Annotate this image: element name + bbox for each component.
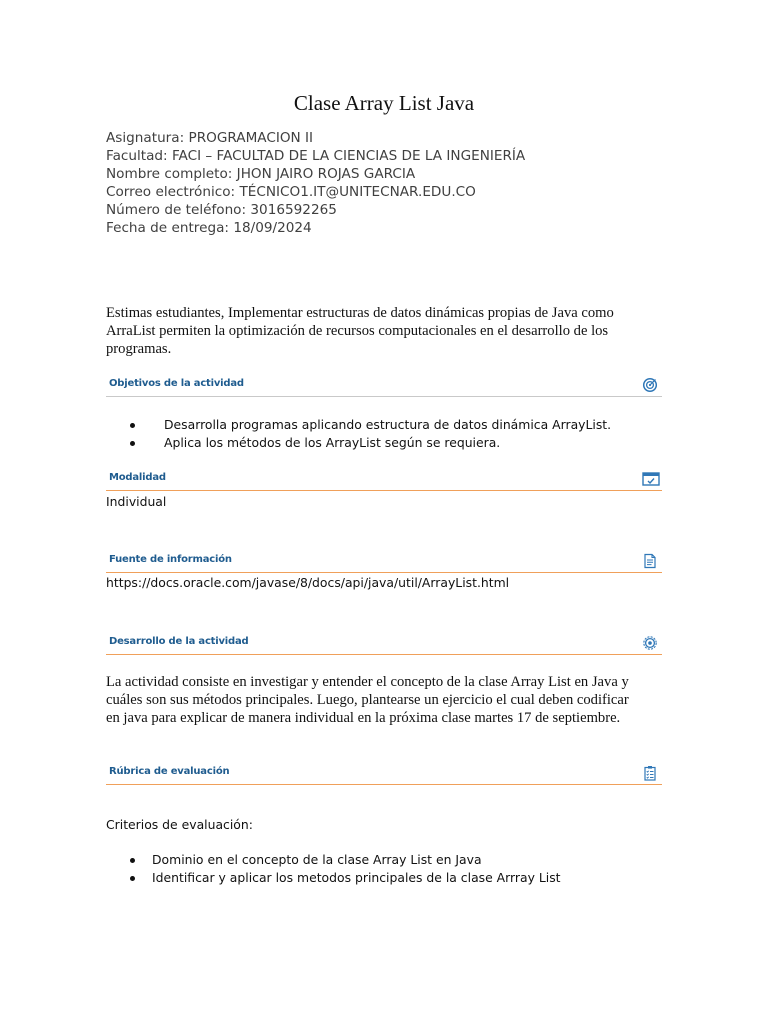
section-header-desarrollo (106, 635, 662, 655)
intro-line: Estimas estudiantes, Implementar estructuras de datos dinámicas propias de Java como (106, 305, 614, 321)
section-rule (106, 490, 662, 491)
desarrollo-paragraph (106, 673, 662, 727)
info-faculty: Facultad: FACI – FACULTAD DE LA CIENCIAS DE LA INGENIERÍA (106, 148, 526, 164)
section-header-objetivos (106, 377, 662, 397)
section-heading-desarrollo: Desarrollo de la actividad (109, 636, 249, 647)
bullet-icon (130, 423, 135, 428)
info-subject: Asignatura: PROGRAMACION II (106, 130, 314, 146)
list-item: Aplica los métodos de los ArrayList según se requiera. (164, 434, 611, 452)
fuente-url[interactable]: https://docs.oracle.com/javase/8/docs/api/java/util/ArrayList.html (106, 575, 510, 590)
info-due-date: Fecha de entrega: 18/09/2024 (106, 220, 312, 236)
section-heading-fuente: Fuente de información (109, 554, 232, 565)
list-item: Identificar y aplicar los metodos principales de la clase Arrray List (152, 869, 561, 887)
bullet-icon (130, 876, 135, 881)
intro-line: ArraList permiten la optimización de recursos computacionales en el desarrollo de los (106, 323, 609, 339)
info-phone: Número de teléfono: 3016592265 (106, 202, 337, 218)
document-title: Clase Array List Java (293, 91, 475, 115)
intro-paragraph (106, 304, 662, 358)
list-item: Dominio en el concepto de la clase Array List en Java (152, 851, 561, 869)
document-icon (642, 553, 658, 569)
target-icon (642, 377, 658, 393)
info-email: Correo electrónico: TÉCNICO1.IT@UNITECNAR.EDU.CO (106, 184, 476, 200)
intro-line: programas. (106, 341, 172, 357)
section-rule (106, 396, 662, 397)
bullet-icon (130, 441, 135, 446)
section-rule (106, 572, 662, 573)
section-heading-modalidad: Modalidad (109, 472, 166, 483)
section-heading-objetivos: Objetivos de la actividad (109, 378, 244, 389)
objetivos-list (164, 416, 611, 452)
gear-icon (642, 635, 658, 651)
desarrollo-line: La actividad consiste en investigar y entender el concepto de la clase Array List en Java y (106, 674, 629, 690)
calendar-check-icon (642, 471, 658, 487)
bullet-icon (130, 858, 135, 863)
student-info-block (106, 129, 525, 237)
desarrollo-line: cuáles son sus métodos principales. Luego, plantearse un ejercicio el cual deben codificar (106, 692, 629, 708)
desarrollo-line: en java para explicar de manera individual en la próxima clase martes 17 de septiembre. (106, 710, 621, 726)
modalidad-value: Individual (106, 494, 167, 509)
section-header-modalidad (106, 471, 662, 491)
section-rule (106, 654, 662, 655)
section-header-fuente (106, 553, 662, 573)
section-heading-rubrica: Rúbrica de evaluación (109, 766, 230, 777)
info-full-name: Nombre completo: JHON JAIRO ROJAS GARCIA (106, 166, 416, 182)
list-item: Desarrolla programas aplicando estructura de datos dinámica ArrayList. (164, 416, 611, 434)
criteria-label: Criterios de evaluación: (106, 817, 253, 832)
section-header-rubrica (106, 765, 662, 785)
rubrica-list (152, 851, 561, 887)
section-rule (106, 784, 662, 785)
clipboard-checklist-icon (642, 765, 658, 781)
